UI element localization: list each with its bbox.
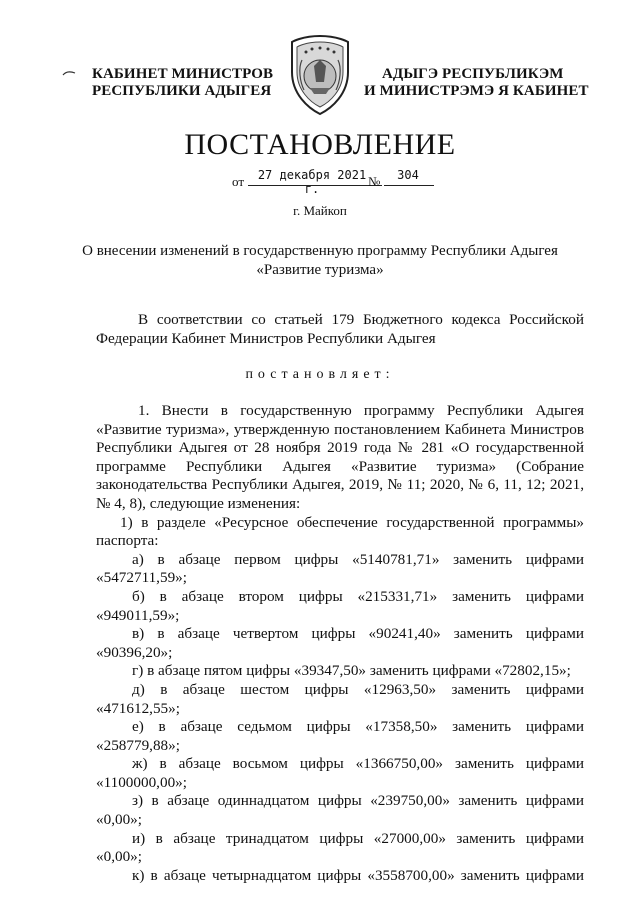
header-right xyxy=(364,66,604,100)
document-date: 27 декабря 2021 г. xyxy=(257,168,367,196)
body-line: «0,00»; xyxy=(96,848,142,866)
body-line: «90396,20»; xyxy=(96,643,173,661)
resolves-word: постановляет: xyxy=(245,367,395,382)
body-line: «949011,59»; xyxy=(96,606,180,624)
preamble-line1: В соответствии со статьей 179 Бюджетного кодекса Российской xyxy=(138,311,584,328)
body-line: к) в абзаце четырнадцатом цифры «3558700,00» заменить цифрами xyxy=(132,866,584,884)
body-line: законодательства Республики Адыгея, 2019, № 11; 2020, № 6, 11, 12; 2021, xyxy=(96,476,584,494)
body-line: программе Республики Адыгея «Развитие туризма» (Собрание xyxy=(96,457,584,475)
body-line: «Развитие туризма», утвержденную постановлением Кабинета Министров xyxy=(96,420,584,438)
body-line: ж) в абзаце восьмом цифры «1366750,00» заменить цифрами xyxy=(132,755,584,773)
body-line: «1100000,00»; xyxy=(96,773,187,791)
body-line: и) в абзаце тринадцатом цифры «27000,00» заменить цифрами xyxy=(132,829,584,847)
body-line: «0,00»; xyxy=(96,811,142,829)
body-line: е) в абзаце седьмом цифры «17358,50» заменить цифрами xyxy=(132,718,584,736)
coat-of-arms-emblem-icon xyxy=(284,32,356,118)
body-line: в) в абзаце четвертом цифры «90241,40» заменить цифрами xyxy=(132,625,584,643)
date-underline xyxy=(248,185,382,186)
header-left-line1: КАБИНЕТ МИНИСТРОВ xyxy=(92,66,274,82)
body-line: д) в абзаце шестом цифры «12963,50» заменить цифрами xyxy=(132,680,584,698)
body-line: а) в абзаце первом цифры «5140781,71» заменить цифрами xyxy=(132,550,584,568)
preamble-line2: Федерации Кабинет Министров Республики Адыгея xyxy=(96,329,436,347)
body-line: Республики Адыгея от 28 ноября 2019 года № 281 «О государственной xyxy=(96,439,584,457)
body-line: № 4, 8), следующие изменения: xyxy=(96,494,301,512)
subject-line2: «Развитие туризма» xyxy=(256,262,384,278)
margin-mark-icon xyxy=(62,70,76,76)
preamble xyxy=(96,311,584,348)
document-number: 304 xyxy=(397,168,419,182)
body-line: з) в абзаце одиннадцатом цифры «239750,00» заменить цифрами xyxy=(132,792,584,810)
number-sign: № xyxy=(368,174,381,189)
document-subject xyxy=(60,242,580,280)
subject-line1: О внесении изменений в государственную программу Республики Адыгея xyxy=(82,243,558,259)
ot-label: от xyxy=(232,174,245,189)
body-line: г) в абзаце пятом цифры «39347,50» заменить цифрами «72802,15»; xyxy=(132,662,571,680)
body-line: 1) в разделе «Ресурсное обеспечение государственной программы» xyxy=(120,513,584,531)
body-line: «258779,88»; xyxy=(96,736,180,754)
header-right-line2: И МИНИСТРЭМЭ Я КАБИНЕТ xyxy=(364,83,589,99)
body-line: б) в абзаце втором цифры «215331,71» заменить цифрами xyxy=(132,587,584,605)
body-text xyxy=(96,402,584,885)
body-line: 1. Внести в государственную программу Республики Адыгея xyxy=(138,402,584,419)
body-line: «471612,55»; xyxy=(96,699,180,717)
body-line: «5472711,59»; xyxy=(96,569,187,587)
document-title: ПОСТАНОВЛЕНИЕ xyxy=(184,128,456,161)
city: г. Майкоп xyxy=(293,203,347,218)
header-right-line1: АДЫГЭ РЕСПУБЛИКЭМ xyxy=(382,66,564,82)
body-line: паспорта: xyxy=(96,532,159,550)
number-underline xyxy=(384,185,434,186)
date-number-line xyxy=(232,168,452,196)
header-left xyxy=(92,66,292,100)
header-left-line2: РЕСПУБЛИКИ АДЫГЕЯ xyxy=(92,83,272,99)
